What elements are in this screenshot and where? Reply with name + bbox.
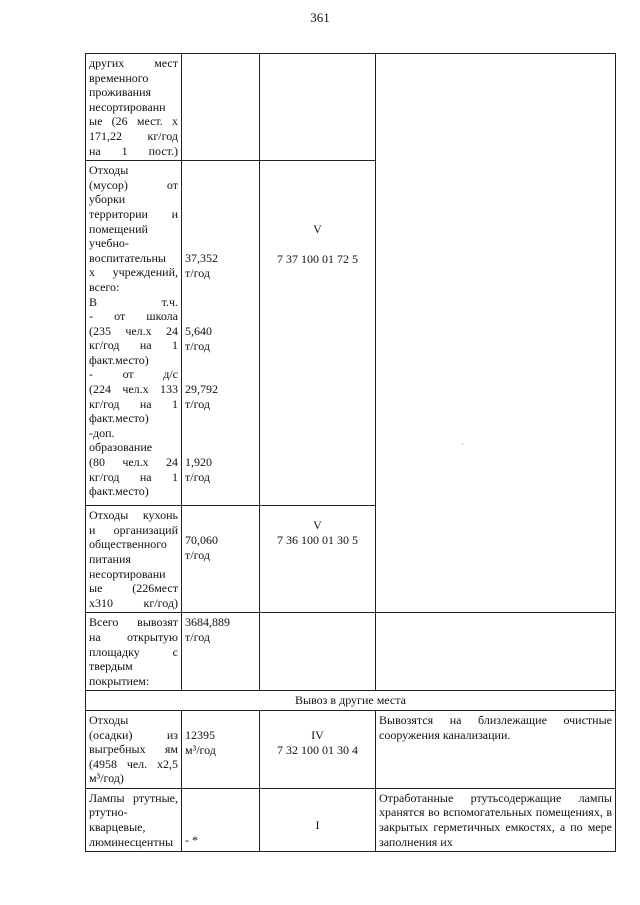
amount-value: - * [185, 832, 198, 847]
waste-name-line: учебно- [89, 236, 129, 251]
waste-name-cell [86, 506, 182, 613]
waste-name-line: (80 чел.х 24 [89, 455, 178, 470]
amount-unit: т/год [185, 629, 210, 644]
note-cell [376, 613, 616, 691]
hazard-class: I [315, 817, 320, 832]
waste-name-line: (4958 чел. х2,5 [89, 756, 178, 771]
waste-name-line: - от школа [89, 309, 178, 324]
waste-name-line: кварцевые, [89, 820, 146, 835]
waste-name-line: -доп. [89, 425, 115, 440]
waste-name-line: на 1 пост.) [89, 143, 178, 158]
waste-name-line: общественного [89, 537, 167, 552]
waste-name-line: кг/год на 1 [89, 396, 178, 411]
waste-name-cell [86, 788, 182, 851]
waste-name-cell [86, 710, 182, 788]
waste-name-line: ртутно- [89, 805, 128, 820]
note-cell: Вывозятся на близлежащие очистные сооружения канализации. [376, 710, 616, 788]
amount-cell [182, 710, 260, 788]
amount-unit: м³/год [185, 742, 216, 757]
waste-name-line: факт.место) [89, 352, 149, 367]
waste-name-line: других мест [89, 56, 178, 70]
amount-value: 12395 [185, 727, 215, 742]
waste-name-line: всего: [89, 279, 120, 294]
amount-cell [182, 54, 260, 161]
waste-name-line: 171,22 кг/год [89, 128, 178, 143]
waste-code: 7 37 100 01 72 5 [277, 252, 358, 267]
section-header-row [86, 691, 616, 711]
amount-cell [182, 506, 260, 613]
waste-name-line: и организаций [89, 522, 178, 537]
class-code-cell [260, 710, 376, 788]
waste-name-cell [86, 54, 182, 161]
hazard-class: IV [311, 727, 324, 742]
waste-name-line: (224 чел.х 133 [89, 382, 178, 397]
waste-name-line: помещений [89, 221, 148, 236]
section-title: Вывоз в другие места [86, 691, 616, 711]
amount-kindergarten-value: 29,792 [185, 382, 218, 397]
table-row [86, 613, 616, 691]
waste-name-line: уборки [89, 192, 126, 207]
amount-value: 3684,889 [185, 615, 230, 630]
waste-name-line: м³/год) [89, 771, 124, 786]
note-cell: Отработанные ртутьсодержащие лампы хранятся во вспомогательных помещениях, в закрытых герметичных емкостях, а по мере заполнения их [376, 788, 616, 851]
amount-kindergarten-unit: т/год [185, 396, 210, 411]
waste-name-line: твердым [89, 659, 133, 674]
waste-name-line: (мусор) от [89, 177, 178, 192]
table-row [86, 54, 616, 161]
hazard-class: V [313, 222, 322, 237]
amount-extra-unit: т/год [185, 469, 210, 484]
class-code-cell [260, 161, 376, 506]
waste-name-line: (235 чел.х 24 [89, 323, 178, 338]
class-code-cell [260, 613, 376, 691]
waste-name-line: - от д/с [89, 367, 178, 382]
table-row [86, 788, 616, 851]
waste-name-line: Отходы кухонь [89, 508, 178, 523]
table-row [86, 710, 616, 788]
class-code-cell [260, 54, 376, 161]
waste-code: 7 32 100 01 30 4 [277, 742, 358, 757]
waste-name-line: временного [89, 70, 149, 85]
waste-name-line: люминесцентны [89, 834, 174, 849]
waste-name-line: (осадки) из [89, 727, 178, 742]
waste-name-line: на открытую [89, 629, 178, 644]
waste-name-line: воспитательны [89, 250, 166, 265]
waste-name-line: факт.место) [89, 484, 149, 499]
waste-name-line: несортированн [89, 99, 166, 114]
waste-name-line: ые (26 мест. х [89, 114, 178, 129]
waste-name-cell [86, 161, 182, 506]
page-number: 361 [310, 10, 330, 25]
amount-total-value: 37,352 [185, 251, 218, 266]
amount-total-unit: т/год [185, 265, 210, 280]
amount-unit: т/год [185, 547, 210, 562]
waste-name-line: Отходы [89, 712, 129, 727]
amount-value: 70,060 [185, 533, 218, 548]
waste-name-line: ые (226мест [89, 581, 178, 596]
waste-name-line: х310 кг/год) [89, 595, 178, 610]
waste-name-line: факт.место) [89, 411, 149, 426]
waste-name-line: кг/год на 1 [89, 469, 178, 484]
amount-school-unit: т/год [185, 338, 210, 353]
class-code-cell [260, 506, 376, 613]
waste-name-line: Отходы [89, 163, 129, 178]
amount-extra-value: 1,920 [185, 455, 212, 470]
scan-speck: · [461, 440, 464, 449]
waste-name-line: несортировани [89, 566, 166, 581]
waste-name-line: выгребных ям [89, 742, 178, 757]
amount-school-value: 5,640 [185, 324, 212, 339]
waste-name-line: площадку с [89, 644, 178, 659]
waste-name-line: Всего вывозят [89, 615, 178, 630]
waste-name-line: проживания [89, 85, 152, 100]
waste-name-line: х учреждений, [89, 265, 178, 280]
waste-name-line: Лампы ртутные, [89, 790, 178, 805]
waste-table [85, 53, 616, 852]
amount-cell [182, 788, 260, 851]
waste-code: 7 36 100 01 30 5 [277, 532, 358, 547]
waste-name-line: образование [89, 440, 153, 455]
note-cell [376, 54, 616, 613]
waste-name-cell [86, 613, 182, 691]
amount-cell [182, 161, 260, 506]
class-code-cell [260, 788, 376, 851]
hazard-class: V [313, 518, 322, 533]
amount-cell [182, 613, 260, 691]
waste-name-line: территории и [89, 206, 178, 221]
waste-name-line: В т.ч. [89, 294, 178, 309]
waste-name-line: кг/год на 1 [89, 338, 178, 353]
waste-name-line: питания [89, 551, 131, 566]
waste-name-line: покрытием: [89, 673, 150, 688]
